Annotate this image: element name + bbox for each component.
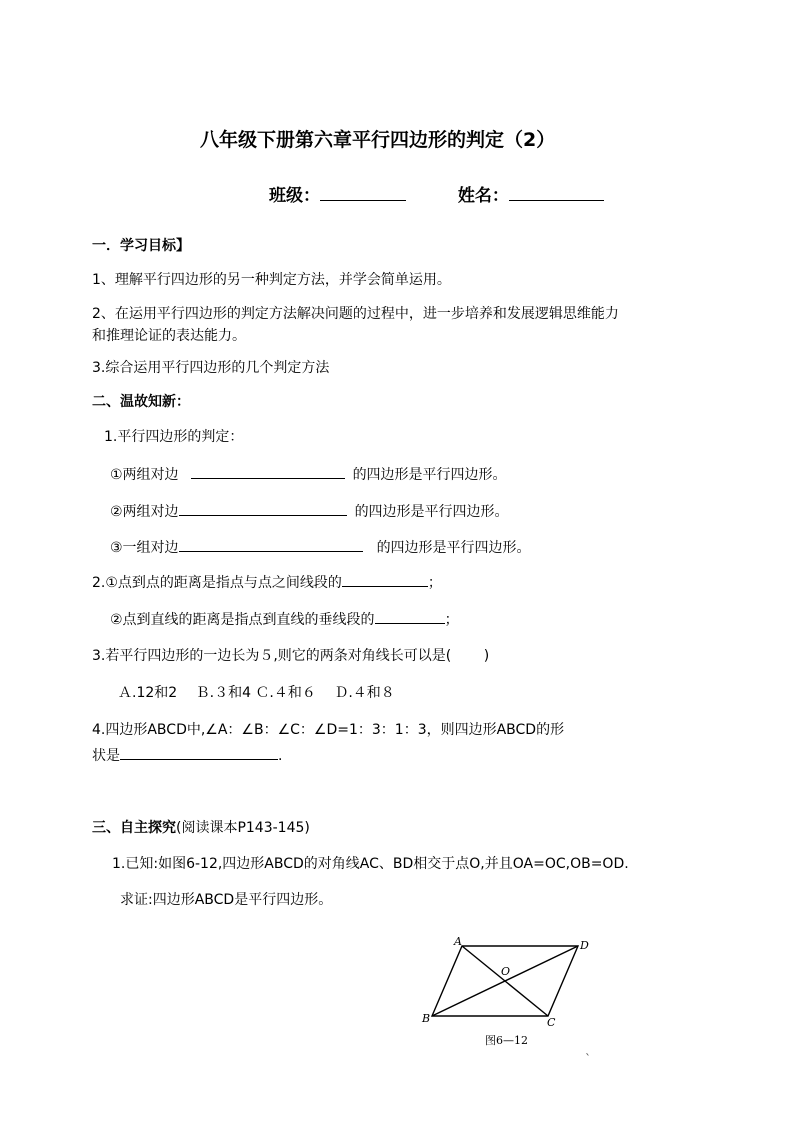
q2-b-suffix: ； xyxy=(444,612,459,628)
goal-item-2: 2、在运用平行四边形的判定方法解决问题的过程中，进一步培养和发展逻辑思维能力 xyxy=(92,306,619,322)
q1-a-prefix: ①两组对边 xyxy=(110,467,179,483)
q1-c-blank[interactable] xyxy=(179,537,363,552)
page-title: 八年级下册第六章平行四边形的判定（2） xyxy=(200,129,556,151)
q1-b-suffix: 的四边形是平行四边形。 xyxy=(354,504,509,520)
q4-prefix: 状是 xyxy=(92,748,120,764)
q4-line2 xyxy=(92,745,282,766)
q1-c-suffix: 的四边形是平行四边形。 xyxy=(376,540,531,556)
q2-a-prefix: 2.①点到点的距离是指点与点之间线段的 xyxy=(92,575,342,591)
goal-item-3: 3.综合运用平行四边形的几个判定方法 xyxy=(92,360,330,376)
q4-blank[interactable] xyxy=(120,745,278,760)
goal-item-2-cont: 和推理论证的表达能力。 xyxy=(92,328,246,344)
section3-heading xyxy=(92,818,310,838)
q2-a-suffix: ； xyxy=(427,575,442,591)
label-c: C xyxy=(547,1016,556,1029)
q1-c-prefix: ③一组对边 xyxy=(110,540,179,556)
goal-item-1: 1、理解平行四边形的另一种判定方法，并学会简单运用。 xyxy=(92,272,451,288)
diagonal-bd xyxy=(432,946,578,1016)
q1-b-prefix: ②两组对边 xyxy=(110,504,179,520)
q2-b xyxy=(110,609,459,630)
section1-heading: 一．学习目标】 xyxy=(92,238,190,254)
section3-title: 三、自主探究 xyxy=(92,820,176,836)
q1-a-blank[interactable] xyxy=(191,464,345,479)
stray-mark: ˋ xyxy=(585,1052,591,1066)
q1-b xyxy=(110,501,509,522)
section3-note: (阅读课本P143-145) xyxy=(176,820,310,836)
q4-suffix: . xyxy=(278,748,283,764)
q1-stem: 1.平行四边形的判定： xyxy=(104,429,244,445)
q2-b-prefix: ②点到直线的距离是指点到直线的垂线段的 xyxy=(110,612,375,628)
q4-line1: 4.四边形ABCD中,∠A：∠B：∠C：∠D=1：3：1：3，则四边形ABCD的形 xyxy=(92,722,565,738)
q1-a-suffix: 的四边形是平行四边形。 xyxy=(352,467,507,483)
name-blank[interactable] xyxy=(509,186,604,201)
label-o: O xyxy=(501,965,511,978)
q2-a-blank[interactable] xyxy=(342,572,428,587)
q2-a xyxy=(92,572,442,593)
label-d: D xyxy=(580,939,589,952)
figure-caption: 图6—12 xyxy=(485,1034,528,1047)
class-blank[interactable] xyxy=(320,186,406,201)
q1-b-blank[interactable] xyxy=(179,501,347,516)
s3-q1-line1: 1.已知:如图6-12,四边形ABCD的对角线AC、BD相交于点O,并且OA=OC,OB=OD. xyxy=(112,856,629,872)
label-b: B xyxy=(422,1012,431,1025)
q3-options: Ａ.12和2 Ｂ.３和4 Ｃ.４和６ Ｄ.４和８ xyxy=(118,685,395,701)
header-fields xyxy=(269,186,604,206)
class-label: 班级： xyxy=(269,186,320,206)
q1-c xyxy=(110,537,531,558)
name-label: 姓名： xyxy=(457,186,509,206)
label-a: A xyxy=(454,935,462,948)
s3-q1-line2: 求证:四边形ABCD是平行四边形。 xyxy=(120,892,333,908)
parallelogram-figure xyxy=(420,934,600,1049)
q1-a xyxy=(110,464,507,485)
q3-stem: 3.若平行四边形的一边长为５,则它的两条对角线长可以是( ) xyxy=(92,648,490,664)
section2-heading: 二、温故知新： xyxy=(92,394,190,410)
q2-b-blank[interactable] xyxy=(375,609,445,624)
